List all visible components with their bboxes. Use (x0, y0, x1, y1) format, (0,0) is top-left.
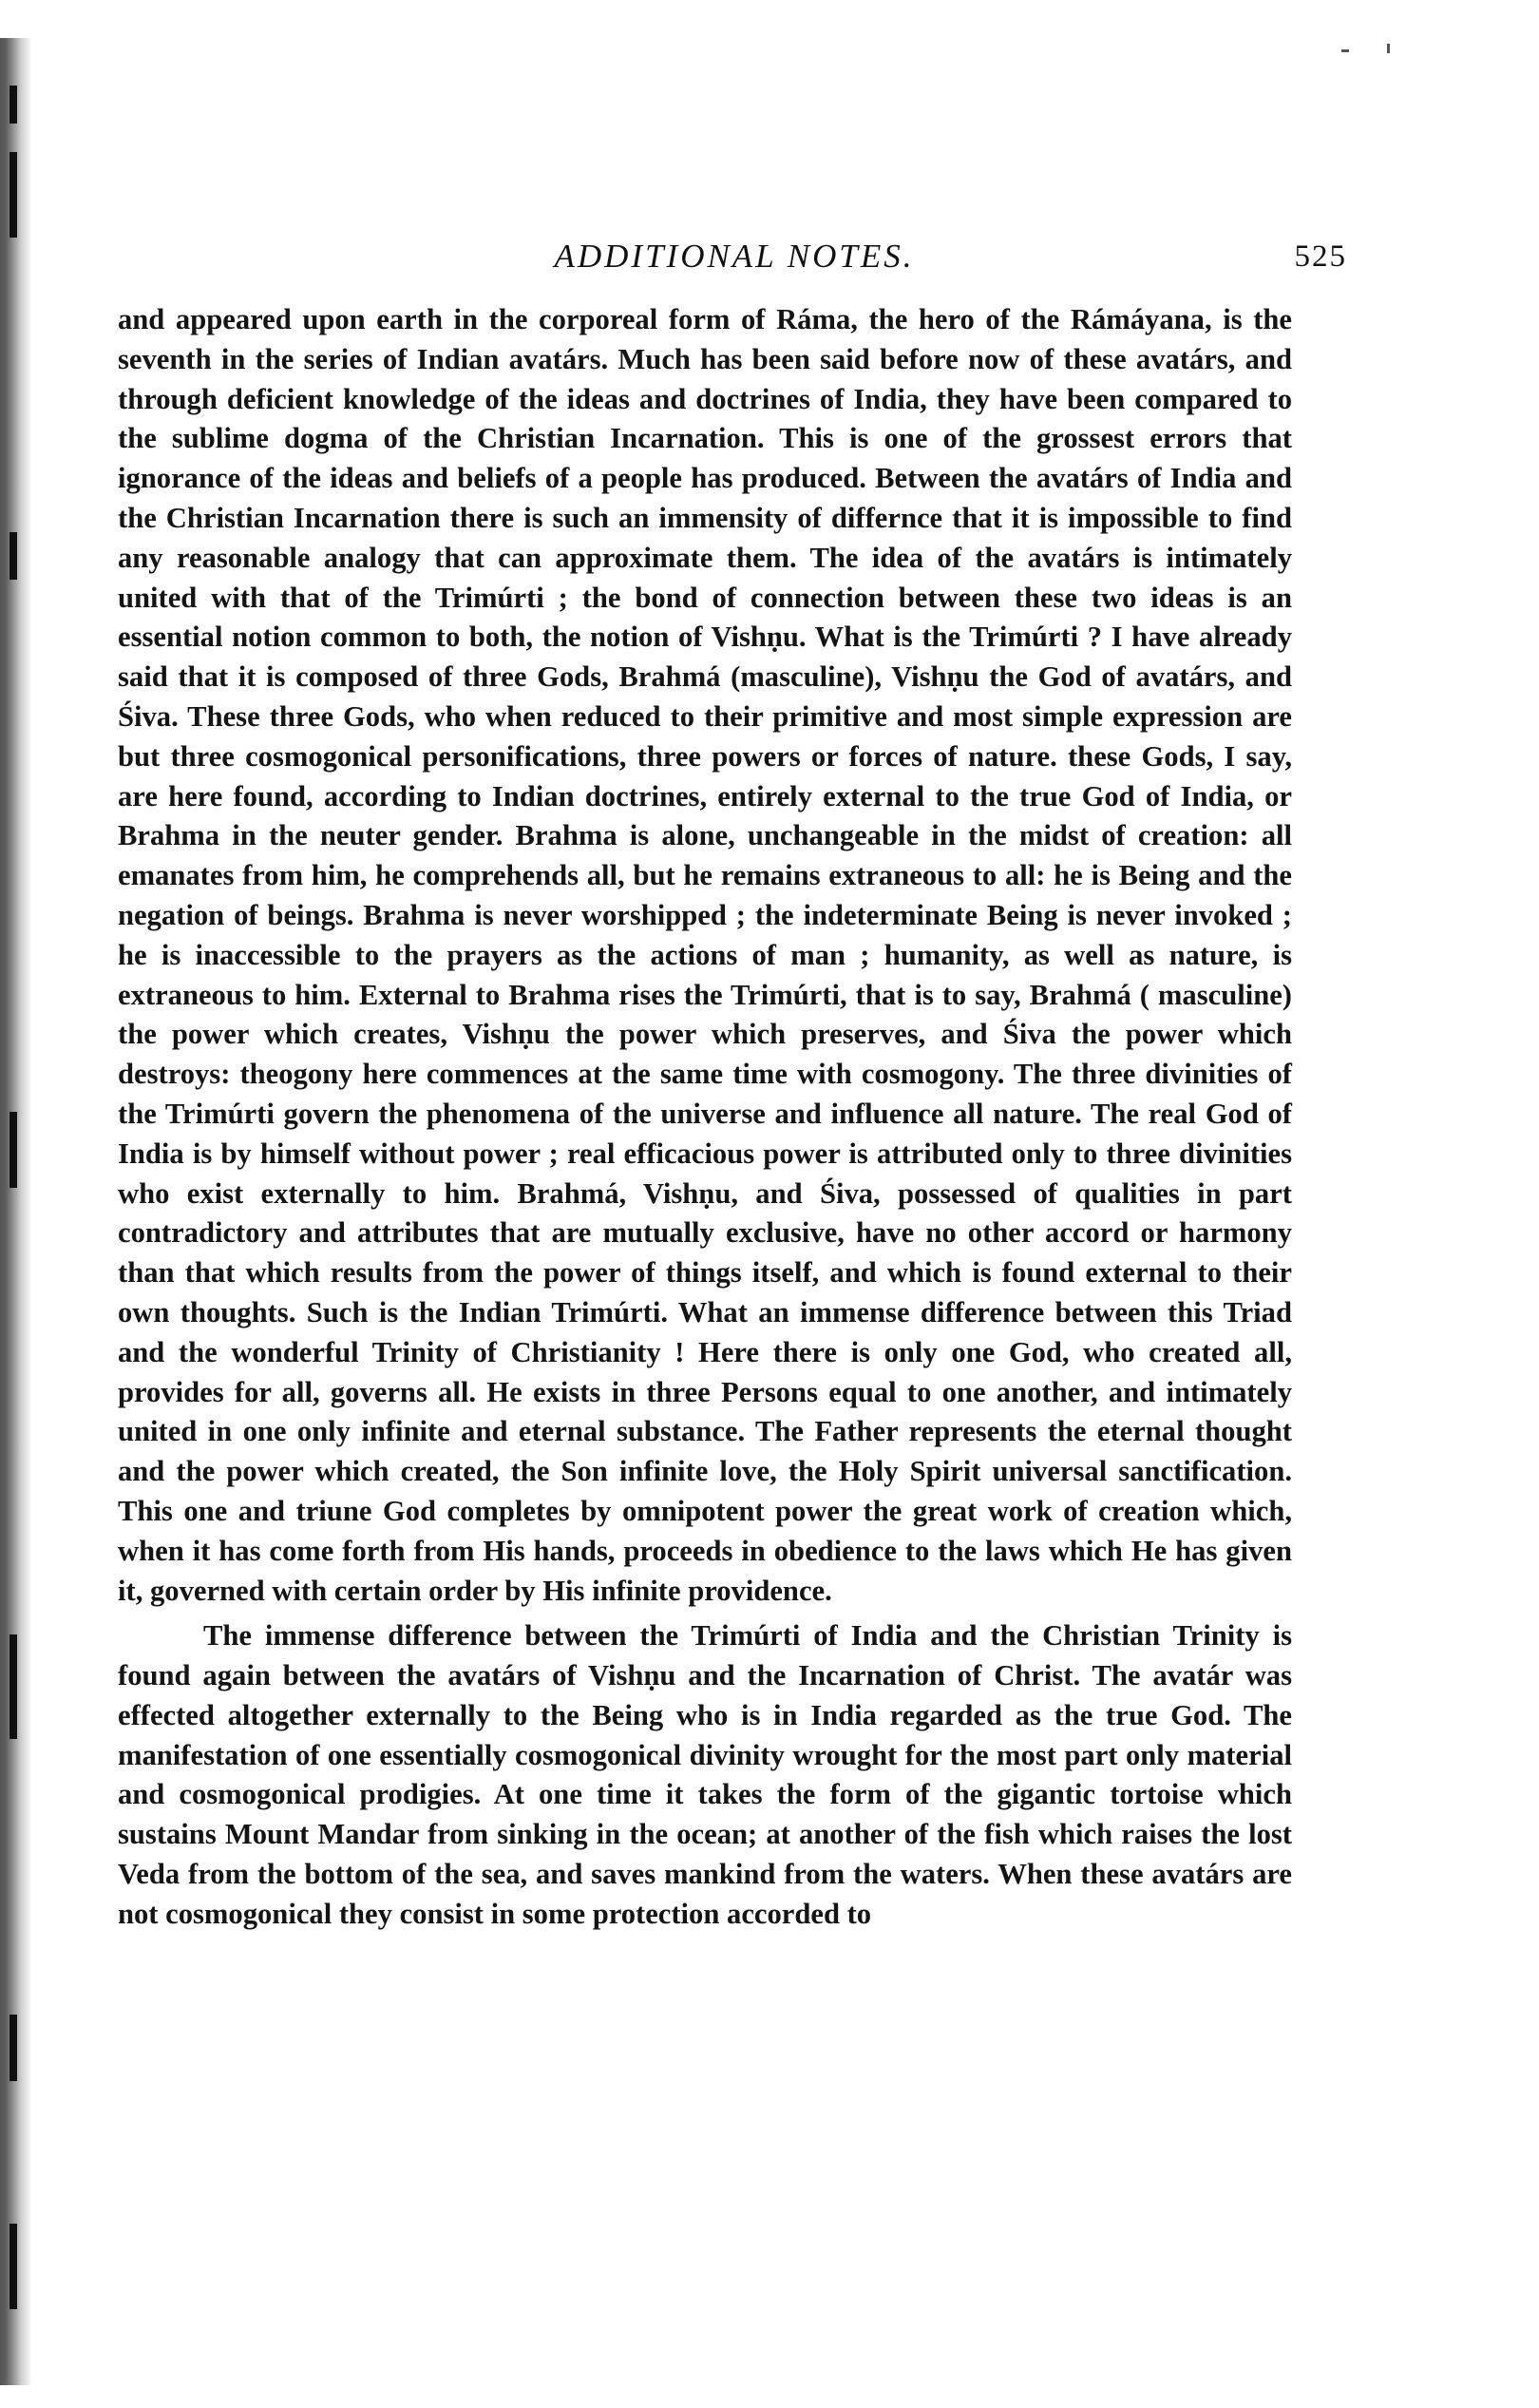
scan-mark (1341, 49, 1349, 52)
binding-streak (10, 1634, 17, 1739)
paragraph: The immense difference between the Trimúrti of India and the Christian Trinity is found again between the avatárs of Vishṇu and the Incarnation of Christ. The avatár was effected altogether externally to the Being who is in India regarded as the true God. The manifestation of one essentially cosmogonical divinity wrought for the most part only material and cosmogonical prodigies. At one time it takes the form of the gigantic tortoise which sustains Mount Mandar from sinking in the ocean; at another of the fish which raises the lost Veda from the bottom of the sea, and saves mankind from the waters. When these avatárs are not cosmogonical they consist in some protection accorded to (118, 1619, 1292, 1930)
paragraph: and appeared upon earth in the corporeal form of Ráma, the hero of the Rámáyana, is the seventh in the series of Indian avatárs. Much has been said before now of these avatárs, and through deficient knowledge of the ideas and doctrines of India, they have been compared to the sublime dogma of the Christian Incarnation. This is one of the grossest errors that ignorance of the ideas and beliefs of a people has produced. Between the avatárs of India and the Christian Incarnation there is such an immensity of differnce that it is impossible to find any reasonable analogy that can approximate them. The idea of the avatárs is intimately united with that of the Trimúrti ; the bond of connection between these two ideas is an essential notion common to both, the notion of Vishṇu. What is the Trimúrti ? I have already said that it is composed of three Gods, Brahmá (masculine), Vishṇu the God of avatárs, and Śiva. These three Gods, who when reduced to their primitive and most simple expression are but three cosmogonical personifications, three powers or forces of nature. these Gods, I say, are here found, according to Indian doctrines, entirely external to the true God of India, or Brahma in the neuter gender. Brahma is alone, unchangeable in the midst of creation: all emanates from him, he comprehends all, but he remains extraneous to all: he is Being and the negation of beings. Brahma is never worshipped ; the indeterminate Being is never invoked ; he is inaccessible to the prayers as the actions of man ; humanity, as well as nature, is extraneous to him. External to Brahma rises the Trimúrti, that is to say, Brahmá ( masculine) the power which creates, Vishṇu the power which preserves, and Śiva the power which destroys: theogony here commences at the same time with cosmogony. The three divinities of the Trimúrti govern the phenomena of the universe and influence all nature. The real God of India is by himself without power ; real efficacious power is attributed only to three divinities who exist externally to him. Brahmá, Vishṇu, and Śiva, possessed of qualities in part contradictory and attributes that are mutually exclusive, have no other accord or harmony than that which results from the power of things itself, and which is found external to their own thoughts. Such is the Indian Trimúrti. What an immense difference between this Triad and the wonderful Trinity of Christianity ! Here there is only one God, who created all, provides for all, governs all. He exists in three Persons equal to one another, and intimately united in one only infinite and eternal substance. The Father represents the eternal thought and the power which created, the Son infinite love, the Holy Spirit universal sanctification. This one and triune God completes by omnipotent power the great work of creation which, when it has come forth from His hands, proceeds in obedience to the laws which He has given it, governed with certain order by His infinite providence. (118, 303, 1292, 1607)
binding-streak (10, 86, 17, 124)
binding-streak (10, 1112, 17, 1188)
running-head (122, 238, 1347, 285)
scan-mark (1387, 44, 1390, 53)
binding-streak (10, 152, 17, 238)
binding-streak (10, 2015, 17, 2081)
page-number: 525 (1294, 239, 1347, 274)
binding-streak (10, 532, 17, 580)
body-text (118, 300, 1292, 1935)
running-title: ADDITIONAL NOTES. (554, 238, 915, 275)
binding-streak (10, 2224, 17, 2309)
